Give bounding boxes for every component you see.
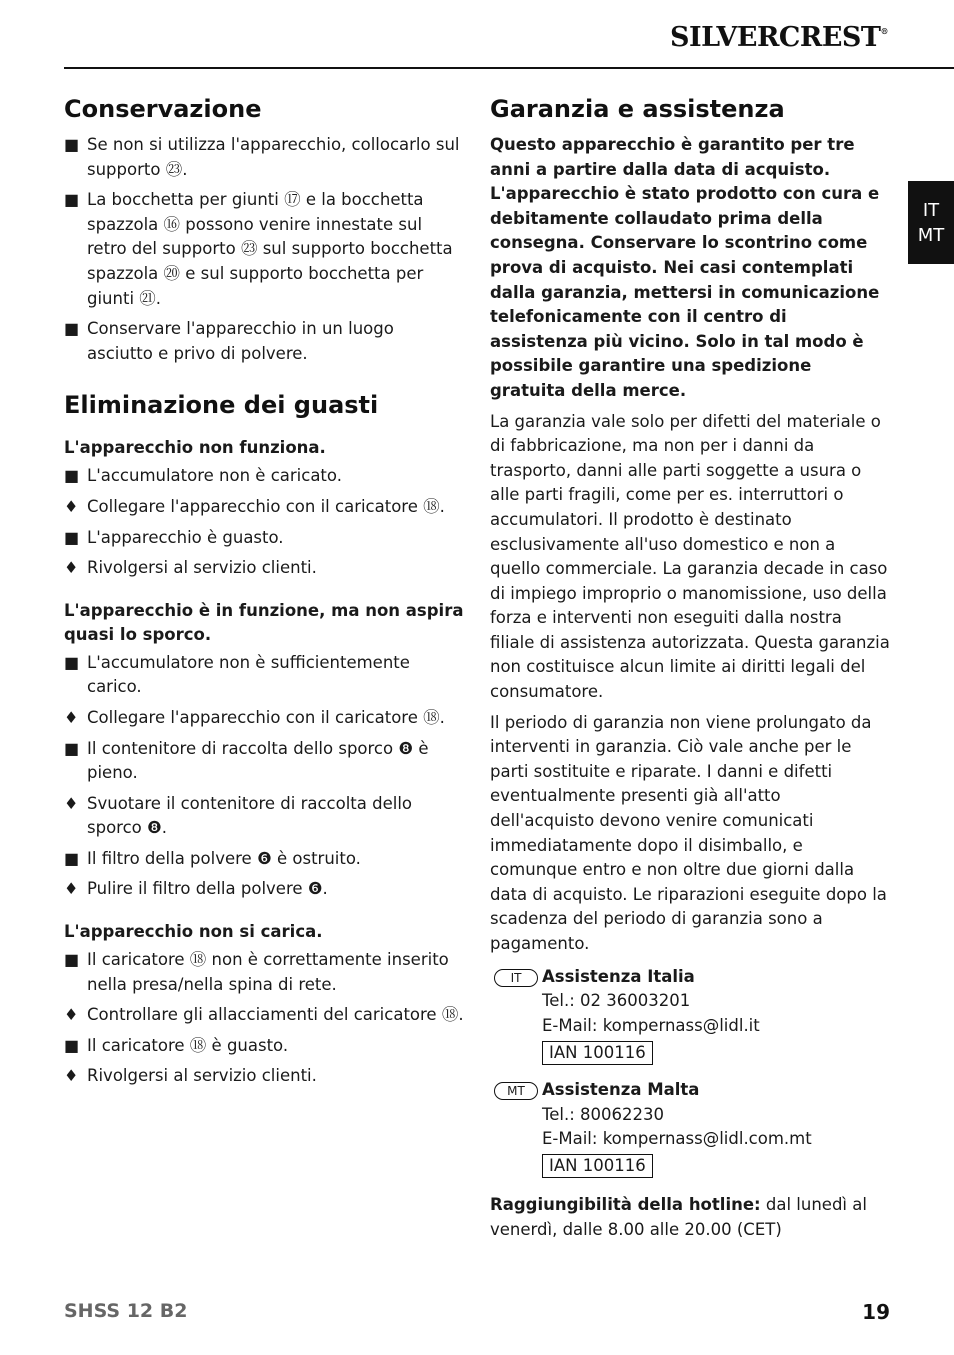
list-item: ■ L'apparecchio è guasto. [64,527,284,547]
list-item: ■ Il filtro della polvere ❻ è ostruito. [64,848,361,868]
list-item: ♦ Pulire il filtro della polvere ❻. [64,879,328,899]
troubleshoot-heading: Eliminazione dei guasti [64,391,379,420]
lang-mt: MT [917,225,945,246]
lang-it: IT [922,200,940,221]
list-item: ♦ Controllare gli allacciamenti del caricatore ⑱. [64,1005,464,1025]
list-item: ■ La bocchetta per giunti ⑰ e la bocchetta spazzola ⑯ possono venire innestate sul retro del supporto ㉓ sul supporto bocchetta spazzola ⑳ e sul supporto bocchetta per giunti ㉑. [64,190,453,308]
model-number: SHSS 12 B2 [64,1300,188,1322]
warranty-intro: Questo apparecchio è garantito per tre anni a partire dalla data di acquisto. L'apparecchio è stato prodotto con cura e debitamente collaudato prima della consegna. Conservare lo scontrino come prova di acquisto. Nei casi contemplati dalla garanzia, mettersi in comunicazione telefonicamente con il centro di assistenza più vicino. Solo in tal modo è possibile garantire una spedizione gratuita della merce. [490,135,880,400]
ian-box: IAN 100116 [542,1041,653,1065]
list-item: ■ L'accumulatore non è sufficientemente carico. [64,652,410,697]
service-malta: MT Assistenza Malta Tel.: 80062230 E-Mail: kompernass@lidl.com.mt IAN 100116 [490,1078,890,1179]
header-rule [64,67,954,69]
page-number: 19 [862,1300,890,1324]
list-item: ♦ Collegare l'apparecchio con il caricatore ⑱. [64,707,445,727]
country-badge: MT [494,1082,538,1100]
problem-heading: L'apparecchio non si carica. [64,922,323,942]
country-badge: IT [494,969,538,987]
list-item: ♦ Svuotare il contenitore di raccolta dello sporco ❽. [64,793,413,838]
list-item: ■ Se non si utilizza l'apparecchio, collocarlo sul supporto ㉓. [64,135,460,179]
hotline-info: Raggiungibilità della hotline: dal lunedì al venerdì, dalle 8.00 alle 20.00 (CET) [490,1194,867,1239]
brand-logo: SILVERCREST® [670,22,888,53]
problem-heading: L'apparecchio è in funzione, ma non aspira quasi lo sporco. [64,600,464,644]
list-item: ■ Il contenitore di raccolta dello sporco ❽ è pieno. [64,738,429,783]
list-item: ♦ Rivolgersi al servizio clienti. [64,558,317,578]
list-item: ■ Conservare l'apparecchio in un luogo asciutto e privo di polvere. [64,319,394,363]
list-item: ■ Il caricatore ⑱ è guasto. [64,1035,289,1055]
problem-heading: L'apparecchio non funziona. [64,438,326,458]
list-item: ■ Il caricatore ⑱ non è correttamente inserito nella presa/nella spina di rete. [64,950,449,994]
storage-heading: Conservazione [64,95,262,123]
left-column [64,92,464,1095]
right-column [490,92,890,1248]
ian-box: IAN 100116 [542,1154,653,1178]
warranty-paragraph: Il periodo di garanzia non viene prolungato da interventi in garanzia. Ciò vale anche per le parti sostituite e riparate. I danni e difetti eventualmente presenti già all'atto dell'acquisto devono venire comunicati immediatamente dopo il disimballo, e comunque entro e non oltre due giorni dalla data di acquisto. Le riparazioni eseguite dopo la scadenza del periodo di garanzia sono a pagamento. [490,712,887,953]
list-item: ♦ Rivolgersi al servizio clienti. [64,1066,317,1086]
email-text: E-Mail: kompernass@lidl.com.mt [542,1129,812,1149]
list-item: ■ L'accumulatore non è caricato. [64,466,342,486]
warranty-paragraph: La garanzia vale solo per difetti del materiale o di fabbricazione, ma non per i danni da trasporto, danni alle parti soggette a usura o alle parti fragili, come per es. interruttori o accumulatori. Il prodotto è destinato esclusivamente all'uso domestico e non a quello commerciale. La garanzia decade in caso di impiego improprio o manomissione, uso della forza e interventi non eseguiti dalla nostra filiale di assistenza autorizzata. Questa garanzia non costituisce alcun limite ai diritti legali del consumatore. [490,411,890,702]
service-italy: IT Assistenza Italia Tel.: 02 36003201 E-Mail: kompernass@lidl.it IAN 100116 [490,965,890,1066]
email-text: E-Mail: kompernass@lidl.it [542,1016,760,1036]
list-item: ♦ Collegare l'apparecchio con il caricatore ⑱. [64,496,445,516]
language-tab [908,181,954,264]
warranty-heading: Garanzia e assistenza [490,95,785,123]
